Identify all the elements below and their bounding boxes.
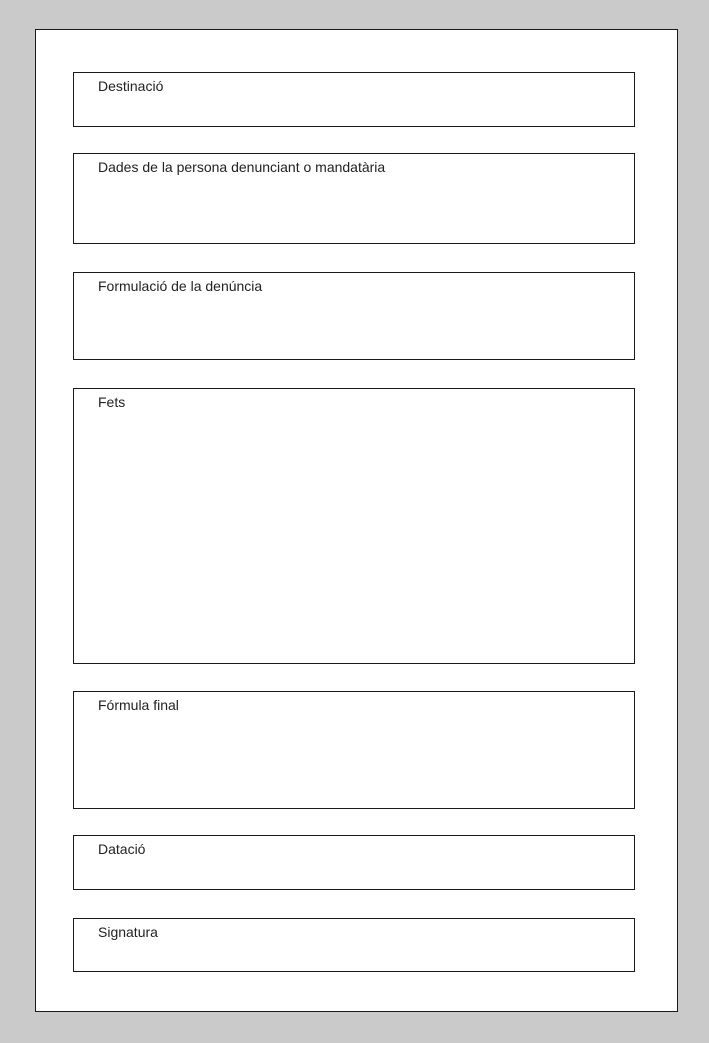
section-label: Fórmula final bbox=[98, 697, 179, 713]
section-fets bbox=[73, 388, 635, 664]
section-destinacio bbox=[73, 72, 635, 127]
section-dades-persona bbox=[73, 153, 635, 244]
section-datacio bbox=[73, 835, 635, 890]
section-label: Datació bbox=[98, 841, 146, 857]
section-label: Dades de la persona denunciant o mandatària bbox=[98, 159, 386, 175]
section-label: Signatura bbox=[98, 924, 158, 940]
section-label: Destinació bbox=[98, 78, 164, 94]
section-formula-final bbox=[73, 691, 635, 809]
section-label: Fets bbox=[98, 394, 126, 410]
section-label: Formulació de la denúncia bbox=[98, 278, 263, 294]
section-signatura bbox=[73, 918, 635, 972]
section-formulacio bbox=[73, 272, 635, 360]
